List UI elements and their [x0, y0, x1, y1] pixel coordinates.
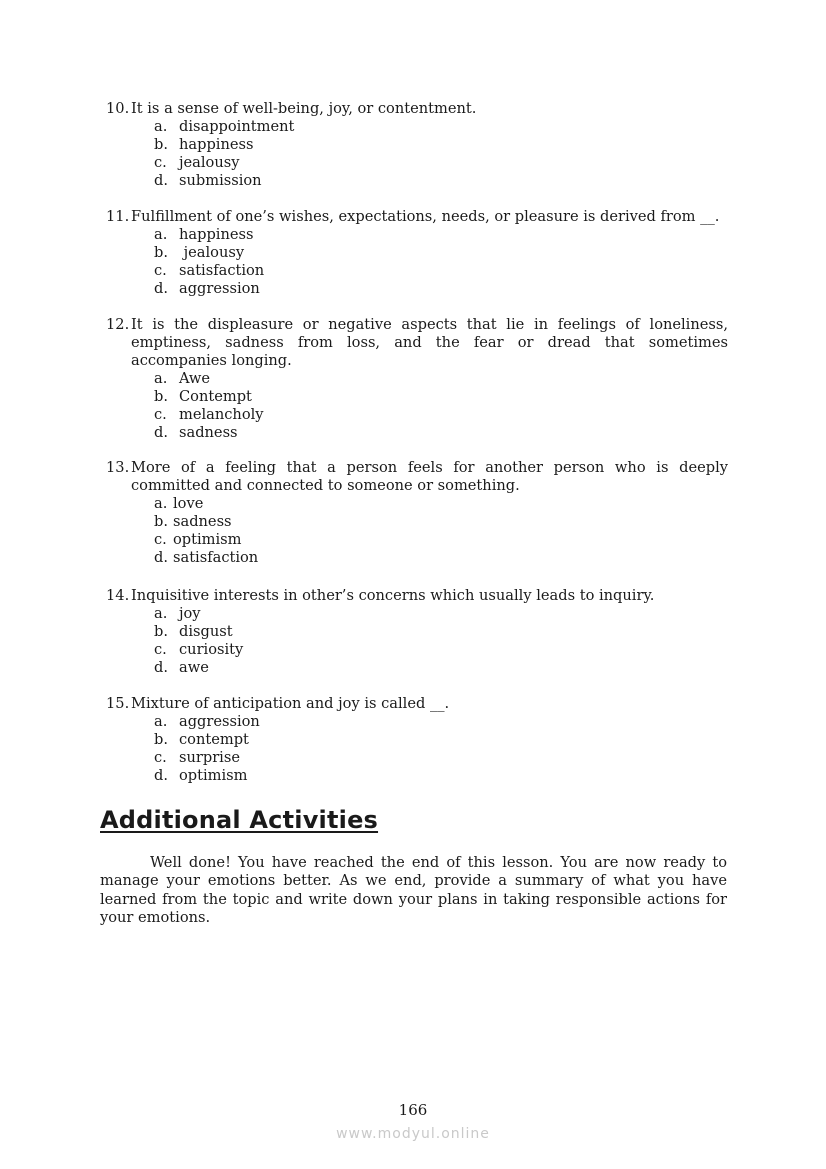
- option-a: [106, 495, 728, 513]
- question-stem: It is the displeasure or negative aspects that lie in feelings of loneliness, emptiness, sadness from loss, and the fear or dread that sometimes accompanies longing.: [131, 316, 728, 369]
- option-a: [106, 713, 728, 731]
- option-letter: d.: [154, 424, 168, 441]
- question-stem: More of a feeling that a person feels for another person who is deeply committed and connected to someone or something.: [131, 459, 728, 494]
- option-c: [106, 641, 728, 659]
- option-text: surprise: [179, 749, 240, 766]
- option-letter: c.: [154, 154, 167, 171]
- option-letter: c.: [154, 641, 167, 658]
- question-stem: Fulfillment of one’s wishes, expectations, needs, or pleasure is derived from __.: [131, 208, 720, 225]
- question-12: [106, 316, 728, 442]
- option-text: optimism: [173, 531, 242, 548]
- watermark: www.modyul.online: [336, 1126, 490, 1142]
- option-text: Awe: [179, 370, 211, 387]
- option-d: [106, 659, 728, 677]
- option-letter: a.: [154, 118, 168, 135]
- question-stem: It is a sense of well-being, joy, or contentment.: [131, 100, 477, 117]
- option-text: jealousy: [179, 154, 240, 171]
- option-text: Contempt: [179, 388, 252, 405]
- option-letter: d.: [154, 767, 168, 784]
- option-text: happiness: [179, 136, 254, 153]
- section-paragraph: Well done! You have reached the end of this lesson. You are now ready to manage your emotions better. As we end, provide a summary of what you have learned from the topic and write down your plans in taking responsible actions for your emotions.: [100, 854, 727, 926]
- question-15: [106, 695, 728, 785]
- option-d: [106, 549, 728, 567]
- question-13: [106, 459, 728, 567]
- option-list: [106, 118, 728, 190]
- option-a: [106, 226, 728, 244]
- option-letter: b.: [154, 244, 168, 261]
- option-text: disappointment: [179, 118, 295, 135]
- option-c: [106, 531, 728, 549]
- question-number: 10.: [106, 100, 130, 117]
- question-11: [106, 208, 728, 298]
- option-b: [106, 731, 728, 749]
- option-c: [106, 154, 728, 172]
- option-letter: c.: [154, 749, 167, 766]
- option-list: [106, 605, 728, 677]
- question-number: 14.: [106, 587, 130, 604]
- option-text: aggression: [179, 713, 260, 730]
- question-number: 12.: [106, 316, 130, 333]
- option-letter: d.: [154, 172, 168, 189]
- option-b: [106, 244, 728, 262]
- option-letter: c.: [154, 531, 167, 548]
- option-text: awe: [179, 659, 209, 676]
- option-a: [106, 605, 728, 623]
- option-text: happiness: [179, 226, 254, 243]
- option-list: [106, 370, 728, 442]
- option-text: sadness: [173, 513, 232, 530]
- option-c: [106, 749, 728, 767]
- question-number: 15.: [106, 695, 130, 712]
- question-number: 11.: [106, 208, 130, 225]
- option-letter: c.: [154, 406, 167, 423]
- option-b: [106, 623, 728, 641]
- option-list: [106, 713, 728, 785]
- option-letter: c.: [154, 262, 167, 279]
- option-letter: b.: [154, 513, 168, 530]
- option-text: submission: [179, 172, 262, 189]
- option-list: [106, 226, 728, 298]
- option-letter: b.: [154, 731, 168, 748]
- option-d: [106, 172, 728, 190]
- option-b: [106, 136, 728, 154]
- option-text: aggression: [179, 280, 260, 297]
- option-d: [106, 424, 728, 442]
- option-letter: a.: [154, 605, 168, 622]
- option-letter: b.: [154, 388, 168, 405]
- option-text: disgust: [179, 623, 233, 640]
- option-text: satisfaction: [173, 549, 259, 566]
- question-14: [106, 587, 728, 677]
- option-text: contempt: [179, 731, 249, 748]
- section-heading: Additional Activities: [100, 806, 379, 834]
- option-text: optimism: [179, 767, 248, 784]
- option-text: curiosity: [179, 641, 244, 658]
- option-letter: d.: [154, 549, 168, 566]
- question-stem: Mixture of anticipation and joy is called __.: [131, 695, 450, 712]
- option-a: [106, 370, 728, 388]
- option-b: [106, 513, 728, 531]
- option-text: sadness: [179, 424, 238, 441]
- option-letter: a.: [154, 226, 168, 243]
- page-number: 166: [398, 1101, 428, 1119]
- option-letter: b.: [154, 136, 168, 153]
- option-text: jealousy: [179, 244, 245, 261]
- option-c: [106, 262, 728, 280]
- option-text: melancholy: [179, 406, 264, 423]
- question-number: 13.: [106, 459, 130, 476]
- option-d: [106, 280, 728, 298]
- option-text: joy: [179, 605, 201, 622]
- option-letter: b.: [154, 623, 168, 640]
- option-letter: a.: [154, 713, 168, 730]
- option-a: [106, 118, 728, 136]
- option-d: [106, 767, 728, 785]
- option-list: [106, 495, 728, 567]
- option-letter: d.: [154, 659, 168, 676]
- option-letter: d.: [154, 280, 168, 297]
- option-letter: a.: [154, 495, 168, 512]
- option-text: satisfaction: [179, 262, 265, 279]
- question-stem: Inquisitive interests in other’s concerns which usually leads to inquiry.: [131, 587, 655, 604]
- option-b: [106, 388, 728, 406]
- option-text: love: [173, 495, 204, 512]
- question-10: [106, 100, 728, 190]
- option-c: [106, 406, 728, 424]
- option-letter: a.: [154, 370, 168, 387]
